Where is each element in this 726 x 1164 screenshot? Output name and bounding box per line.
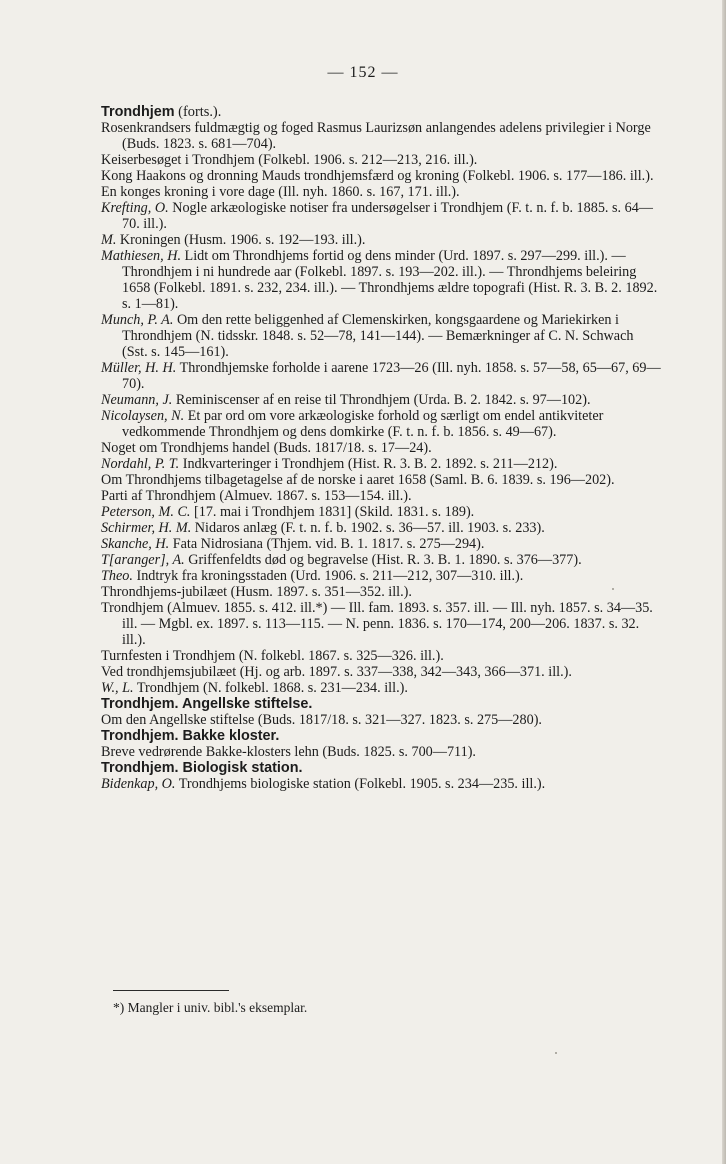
- entry-author: Mathiesen, H.: [101, 248, 181, 264]
- section-heading: [101, 728, 661, 744]
- bibliography-entry: [101, 664, 661, 680]
- bibliography-list: [101, 104, 661, 792]
- entry-text: Kroningen (Husm. 1906. s. 192—193. ill.).: [116, 232, 366, 248]
- section-heading: [101, 760, 661, 776]
- entry-author: Neumann, J.: [101, 392, 173, 408]
- entry-author: T[aranger], A.: [101, 552, 185, 568]
- heading-title: Trondhjem. Angellske stiftelse.: [101, 696, 313, 712]
- bibliography-entry: [101, 504, 661, 520]
- entry-author: Peterson, M. C.: [101, 504, 191, 520]
- bibliography-entry: [101, 744, 661, 760]
- bibliography-entry: [101, 440, 661, 456]
- entry-author: Munch, P. A.: [101, 312, 174, 328]
- bibliography-entry: [101, 168, 661, 184]
- bibliography-entry: [101, 488, 661, 504]
- entry-text: Throndhjems-jubilæet (Husm. 1897. s. 351—352. ill.).: [101, 584, 412, 600]
- bibliography-entry: [101, 584, 661, 600]
- page-edge-shadow: [722, 0, 726, 1164]
- bibliography-entry: [101, 568, 661, 584]
- entry-text: Trondhjems biologiske station (Folkebl. 1905. s. 234—235. ill.).: [175, 776, 546, 792]
- entry-text: Trondhjem (N. folkebl. 1868. s. 231—234. ill.).: [133, 680, 408, 696]
- footnote: *) Mangler i univ. bibl.'s eksemplar.: [113, 1000, 308, 1015]
- entry-text: Om den Angellske stiftelse (Buds. 1817/18. s. 321—327. 1823. s. 275—280).: [101, 712, 542, 728]
- entry-author: Krefting, O.: [101, 200, 169, 216]
- entry-text: Breve vedrørende Bakke-klosters lehn (Buds. 1825. s. 700—711).: [101, 744, 476, 760]
- entry-text: [17. mai i Trondhjem 1831] (Skild. 1831. s. 189).: [190, 504, 475, 520]
- page-number: — 152 —: [327, 64, 399, 81]
- bibliography-entry: [101, 472, 661, 488]
- heading-title: Trondhjem: [101, 104, 175, 120]
- entry-text: Indtryk fra kroningsstaden (Urd. 1906. s. 211—212, 307—310. ill.).: [132, 568, 524, 584]
- entry-text: Et par ord om vore arkæologiske forhold og særligt om endel antikviteter vedkommende Throndhjem og dens domkirke (F. t. n. f. b. 1856. s. 49—67).: [122, 408, 604, 440]
- bibliography-entry: [101, 680, 661, 696]
- entry-author: Schirmer, H. M.: [101, 520, 192, 536]
- bibliography-entry: [101, 392, 661, 408]
- entry-text: Keiserbesøget i Trondhjem (Folkebl. 1906. s. 212—213, 216. ill.).: [101, 152, 478, 168]
- entry-text: Throndhjemske forholde i aarene 1723—26 (Ill. nyh. 1858. s. 57—58, 65—67, 69—70).: [122, 360, 661, 392]
- entry-text: Om Throndhjems tilbagetagelse af de norske i aaret 1658 (Saml. B. 6. 1839. s. 196—202).: [101, 472, 615, 488]
- bibliography-entry: [101, 360, 661, 392]
- entry-author: Skanche, H.: [101, 536, 170, 552]
- bibliography-entry: [101, 312, 661, 360]
- bibliography-entry: [101, 648, 661, 664]
- entry-text: Indkvarteringer i Trondhjem (Hist. R. 3. B. 2. 1892. s. 211—212).: [179, 456, 558, 472]
- bibliography-entry: [101, 712, 661, 728]
- entry-text: En konges kroning i vore dage (Ill. nyh. 1860. s. 167, 171. ill.).: [101, 184, 460, 200]
- bibliography-entry: [101, 200, 661, 232]
- entry-text: Nogle arkæologiske notiser fra undersøgelser i Trondhjem (F. t. n. f. b. 1885. s. 64—70. ill.).: [122, 200, 653, 232]
- entry-author: Theo.: [101, 568, 133, 584]
- bibliography-entry: [101, 232, 661, 248]
- entry-text: Ved trondhjemsjubilæet (Hj. og arb. 1897. s. 337—338, 342—343, 366—371. ill.).: [101, 664, 572, 680]
- entry-text: Griffenfeldts død og begravelse (Hist. R. 3. B. 1. 1890. s. 376—377).: [184, 552, 582, 568]
- entry-text: Fata Nidrosiana (Thjem. vid. B. 1. 1817. s. 275—294).: [169, 536, 485, 552]
- bibliography-entry: [101, 520, 661, 536]
- entry-author: Nordahl, P. T.: [101, 456, 180, 472]
- entry-text: Trondhjem (Almuev. 1855. s. 412. ill.*) — Ill. fam. 1893. s. 357. ill. — Ill. nyh. 1857. s. 34—35. ill. — Mgbl. ex. 1897. s. 113—115. — N. penn. 1836. s. 170—174, 200—206. 1837. s. 32. ill.).: [101, 600, 653, 648]
- entry-author: M.: [101, 232, 117, 248]
- heading-continuation: (forts.).: [174, 104, 222, 120]
- paper-speck: [555, 1052, 557, 1054]
- paper-speck: [612, 588, 614, 590]
- bibliography-entry: [101, 536, 661, 552]
- bibliography-entry: [101, 120, 661, 152]
- entry-text: Nidaros anlæg (F. t. n. f. b. 1902. s. 36—57. ill. 1903. s. 233).: [191, 520, 545, 536]
- entry-text: Reminiscenser af en reise til Throndhjem (Urda. B. 2. 1842. s. 97—102).: [172, 392, 591, 408]
- entry-text: Kong Haakons og dronning Mauds trondhjemsfærd og kroning (Folkebl. 1906. s. 177—186. ill.).: [101, 168, 654, 184]
- heading-title: Trondhjem. Biologisk station.: [101, 760, 303, 776]
- bibliography-entry: [101, 776, 661, 792]
- bibliography-entry: [101, 600, 661, 648]
- footnote-rule: [113, 990, 229, 991]
- entry-author: Bidenkap, O.: [101, 776, 176, 792]
- entry-text: Noget om Trondhjems handel (Buds. 1817/18. s. 17—24).: [101, 440, 432, 456]
- section-heading: [101, 696, 661, 712]
- entry-author: Nicolaysen, N.: [101, 408, 185, 424]
- bibliography-entry: [101, 248, 661, 312]
- bibliography-entry: [101, 408, 661, 440]
- entry-author: W., L.: [101, 680, 134, 696]
- heading-title: Trondhjem. Bakke kloster.: [101, 728, 280, 744]
- entry-text: Lidt om Throndhjems fortid og dens minder (Urd. 1897. s. 297—299. ill.). — Throndhjem i ni hundrede aar (Folkebl. 1897. s. 193—202. ill.). — Throndhjems beleiring 1658 (Folkebl. 1891. s. 232, 234. ill.). — Throndhjems ældre topografi (Hist. R. 3. B. 2. 1892. s. 1—81).: [122, 248, 658, 312]
- bibliography-entry: [101, 184, 661, 200]
- entry-author: Müller, H. H.: [101, 360, 177, 376]
- entry-text: Om den rette beliggenhed af Clemenskirken, kongsgaardene og Mariekirken i Throndhjem (N. tidsskr. 1848. s. 52—78, 141—144). — Bemærkninger af C. N. Schwach (Sst. s. 145—161).: [122, 312, 634, 360]
- entry-text: Rosenkrandsers fuldmægtig og foged Rasmus Laurizsøn anlangendes adelens privilegier i Norge (Buds. 1823. s. 681—704).: [101, 120, 651, 152]
- bibliography-entry: [101, 552, 661, 568]
- bibliography-entry: [101, 456, 661, 472]
- entry-text: Parti af Throndhjem (Almuev. 1867. s. 153—154. ill.).: [101, 488, 412, 504]
- section-heading: [101, 104, 661, 120]
- entry-text: Turnfesten i Trondhjem (N. folkebl. 1867. s. 325—326. ill.).: [101, 648, 444, 664]
- bibliography-entry: [101, 152, 661, 168]
